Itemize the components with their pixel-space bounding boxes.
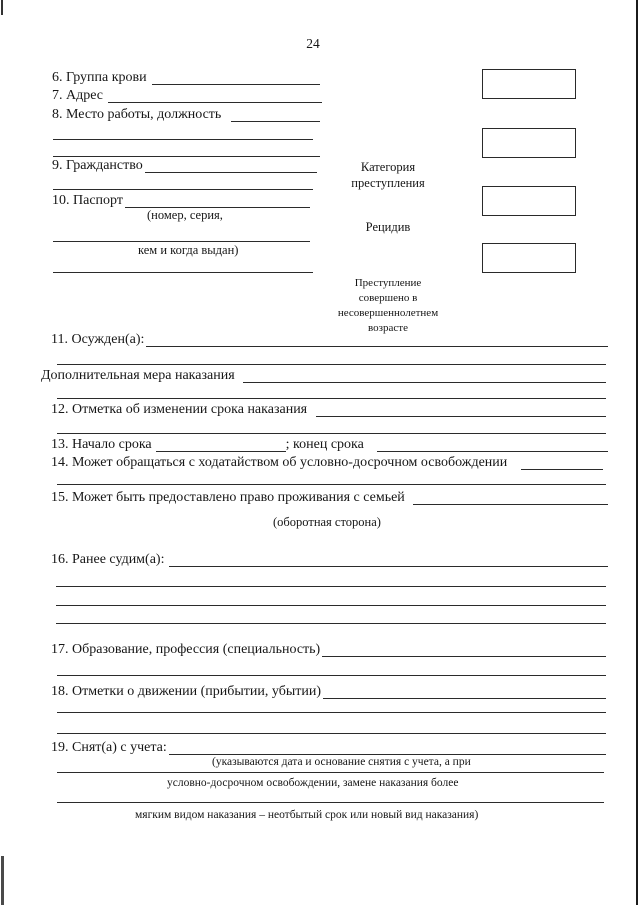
field-19-blank-line xyxy=(169,740,606,755)
field-16-label: 16. Ранее судим(а): xyxy=(51,552,165,567)
field-19-hint-3: мягким видом наказания – неотбытый срок или новый вид наказания) xyxy=(135,809,479,821)
field-6-blank-line xyxy=(152,70,320,85)
field-13-row xyxy=(51,437,608,452)
field-8-label: 8. Место работы, должность xyxy=(52,107,222,122)
field-7-blank-line xyxy=(108,88,322,103)
blank-line xyxy=(57,364,606,365)
field-14-blank-line xyxy=(521,455,603,470)
field-14-row xyxy=(51,455,603,470)
field-8-row xyxy=(52,107,320,122)
field-17-blank-line xyxy=(322,642,606,657)
blank-line xyxy=(57,712,606,713)
field-19-label: 19. Снят(а) с учета: xyxy=(51,740,167,755)
scan-right-border xyxy=(636,0,638,905)
scan-left-border-top xyxy=(1,0,3,15)
blank-line xyxy=(53,139,313,140)
field-17-label: 17. Образование, профессия (специальность) xyxy=(51,642,321,657)
field-19-row xyxy=(51,740,606,755)
field-11-row xyxy=(51,332,608,347)
field-7-row xyxy=(52,88,322,103)
blank-line xyxy=(57,675,606,676)
field-17-row xyxy=(51,642,606,657)
field-6-row xyxy=(52,70,320,85)
field-19-hint-1: (указываются дата и основание снятия с учета, а при xyxy=(212,756,471,768)
field-9-blank-line xyxy=(145,158,317,173)
scan-left-border-bottom xyxy=(1,856,4,905)
blank-line xyxy=(56,623,606,624)
field-13-end-blank-line xyxy=(377,437,608,452)
field-13-end-label: ; конец срока xyxy=(285,437,364,452)
field-10-hint-1: (номер, серия, xyxy=(147,208,223,222)
field-12-blank-line xyxy=(316,402,606,417)
reverse-side-note: (оборотная сторона) xyxy=(273,515,381,529)
field-15-blank-line xyxy=(413,490,608,505)
blank-line xyxy=(57,398,606,399)
recidivism-label: Рецидив xyxy=(365,220,411,234)
blank-line xyxy=(53,189,313,190)
field-9-label: 9. Гражданство xyxy=(52,158,143,173)
field-15-row xyxy=(51,490,608,505)
blank-line xyxy=(57,802,604,803)
blank-line xyxy=(53,241,310,242)
field-18-blank-line xyxy=(323,684,606,699)
field-16-blank-line xyxy=(169,552,608,567)
page-number: 24 xyxy=(306,36,320,51)
field-10-hint-2: кем и когда выдан) xyxy=(138,243,239,257)
field-11a-label: Дополнительная мера наказания xyxy=(41,368,235,383)
blank-line xyxy=(56,605,606,606)
field-10-label: 10. Паспорт xyxy=(52,193,123,208)
field-12-label: 12. Отметка об изменении срока наказания xyxy=(51,402,308,417)
code-box-4 xyxy=(482,243,576,273)
crime-category-label: Категория преступления xyxy=(351,160,425,190)
blank-line xyxy=(57,733,606,734)
field-13-start-blank-line xyxy=(156,437,286,452)
code-box-1 xyxy=(482,69,576,99)
minor-offense-label: Преступление совершено в несовершеннолетнем возрасте xyxy=(337,277,439,334)
field-6-label: 6. Группа крови xyxy=(52,70,147,85)
field-10-row xyxy=(52,193,310,208)
field-7-label: 7. Адрес xyxy=(52,88,104,103)
field-11a-row xyxy=(41,368,606,383)
blank-line xyxy=(53,272,313,273)
code-box-2 xyxy=(482,128,576,158)
field-11-label: 11. Осужден(а): xyxy=(51,332,145,347)
field-11-blank-line xyxy=(146,332,608,347)
field-11a-blank-line xyxy=(243,368,606,383)
blank-line xyxy=(57,772,604,773)
field-14-label: 14. Может обращаться с ходатайством об условно-досрочном освобождении xyxy=(51,455,508,470)
field-13-start-label: 13. Начало срока xyxy=(51,437,152,452)
field-18-row xyxy=(51,684,606,699)
code-box-3 xyxy=(482,186,576,216)
field-12-row xyxy=(51,402,606,417)
field-19-hint-2: условно-досрочном освобождении, замене наказания более xyxy=(167,777,459,789)
field-16-row xyxy=(51,552,608,567)
blank-line xyxy=(53,156,320,157)
field-8-blank-line xyxy=(231,107,320,122)
blank-line xyxy=(57,433,606,434)
blank-line xyxy=(56,586,606,587)
blank-line xyxy=(57,484,606,485)
field-9-row xyxy=(52,158,317,173)
field-10-blank-line xyxy=(125,193,310,208)
field-15-label: 15. Может быть предоставлено право проживания с семьей xyxy=(51,490,405,505)
field-18-label: 18. Отметки о движении (прибытии, убытии) xyxy=(51,684,322,699)
